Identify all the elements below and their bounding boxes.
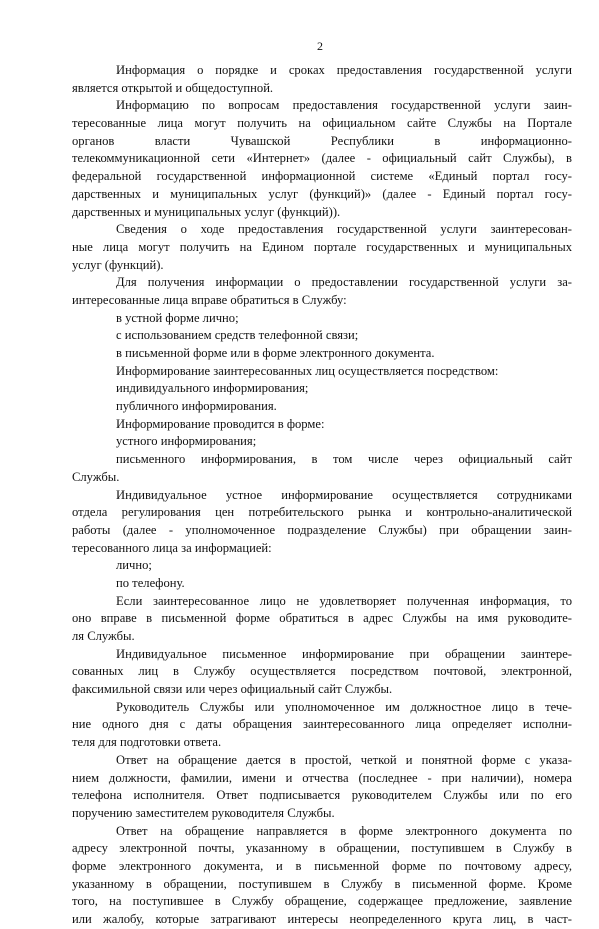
text-line: с использованием средств телефонной связи; (116, 328, 359, 343)
text-line: Информация о порядке и сроках предоставления государственной услуги (116, 63, 572, 77)
text-line: адресу электронной почты, указанному в обращении, поступившем в Службу в (72, 841, 572, 856)
text-line: органов власти Чувашской Республики в информационно- (72, 133, 572, 148)
text-line: федеральной государственной информационной системе «Единый портал госу- (72, 169, 572, 184)
text-line: сованных лиц в Службу осуществляется посредством почтовой, электронной, (72, 664, 572, 679)
text-line: индивидуального информирования; (116, 381, 309, 396)
text-line: отдела регулирования цен потребительского рынка и контрольно-аналитической (72, 505, 572, 520)
text-line: поручению заместителем руководителя Службы. (72, 805, 335, 820)
text-line: лично; (116, 558, 152, 573)
text-line: публичного информирования. (116, 399, 277, 414)
text-line: в письменной форме или в форме электронного документа. (116, 346, 435, 360)
text-line: Для получения информации о предоставлении государственной услуги за- (116, 275, 572, 290)
text-line: телефона исполнителя. Ответ подписывается руководителем Службы или по его (72, 788, 572, 803)
text-line: того, на поступившее в Службу обращение, содержащее предложение, заявление (72, 894, 572, 909)
text-line: Информацию по вопросам предоставления государственной услуги заин- (116, 98, 572, 113)
text-line: работы (далее - уполномоченное подразделение Службы) при обращении заин- (72, 522, 572, 537)
text-line: Информирование проводится в форме: (116, 416, 325, 431)
text-line: Ответ на обращение дается в простой, четкой и понятной форме с указа- (116, 752, 572, 767)
text-line: тересованные лица могут получить на официальном сайте Службы на Портале (72, 116, 572, 131)
text-line: оно вправе в письменной форме обратиться в адрес Службы на имя руководите- (72, 611, 572, 626)
text-line: или жалобу, которые затрагивают интересы неопределенного круга лиц, в част- (72, 912, 572, 926)
text-line: Индивидуальное устное информирование осуществляется сотрудниками (116, 487, 572, 502)
text-line: Руководитель Службы или уполномоченное им должностное лицо в тече- (116, 699, 572, 714)
text-line: Ответ на обращение направляется в форме электронного документа по (116, 823, 572, 838)
text-line: дарственных и муниципальных услуг (функций)). (72, 204, 341, 219)
text-line: в устной форме лично; (116, 310, 239, 325)
text-line: устного информирования; (116, 434, 257, 449)
text-line: форме электронного документа, и в письменной форме по почтовому адресу, (72, 858, 572, 873)
text-line: Если заинтересованное лицо не удовлетворяет полученная информация, то (116, 593, 572, 608)
body-text (72, 62, 572, 929)
text-line: дарственных и муниципальных услуг (функций)» (далее - Единый портал госу- (72, 186, 572, 201)
text-line: ные лица могут получить на Едином портале государственных и муниципальных (72, 239, 572, 254)
text-line: указанному в обращении, поступившем в Службу в письменной форме. Кроме (72, 876, 572, 891)
text-line: телекоммуникационной сети «Интернет» (далее - официальный сайт Службы), в (72, 151, 572, 166)
text-line: по телефону. (116, 575, 185, 590)
text-line: письменного информирования, в том числе через официальный сайт (116, 452, 572, 467)
text-line: услуг (функций). (72, 257, 164, 272)
text-line: ля Службы. (72, 629, 135, 643)
text-line: Службы. (72, 469, 120, 484)
text-line: Информирование заинтересованных лиц осуществляется посредством: (116, 363, 499, 378)
text-line: ние одного дня с даты обращения заинтересованного лица определяет исполни- (72, 717, 572, 732)
text-line: интересованные лица вправе обратиться в Службу: (72, 292, 347, 307)
text-line: Индивидуальное письменное информирование при обращении заинтере- (116, 646, 572, 661)
text-line: тересованного лица за информацией: (72, 540, 272, 555)
text-line: является открытой и общедоступной. (72, 80, 274, 95)
page-number: 2 (317, 39, 323, 53)
text-line: Сведения о ходе предоставления государственной услуги заинтересован- (116, 222, 572, 237)
text-line: факсимильной связи или через официальный сайт Службы. (72, 682, 393, 697)
text-line: теля для подготовки ответа. (72, 735, 222, 750)
text-line: нием должности, фамилии, имени и отчества (последнее - при наличии), номера (72, 770, 572, 785)
